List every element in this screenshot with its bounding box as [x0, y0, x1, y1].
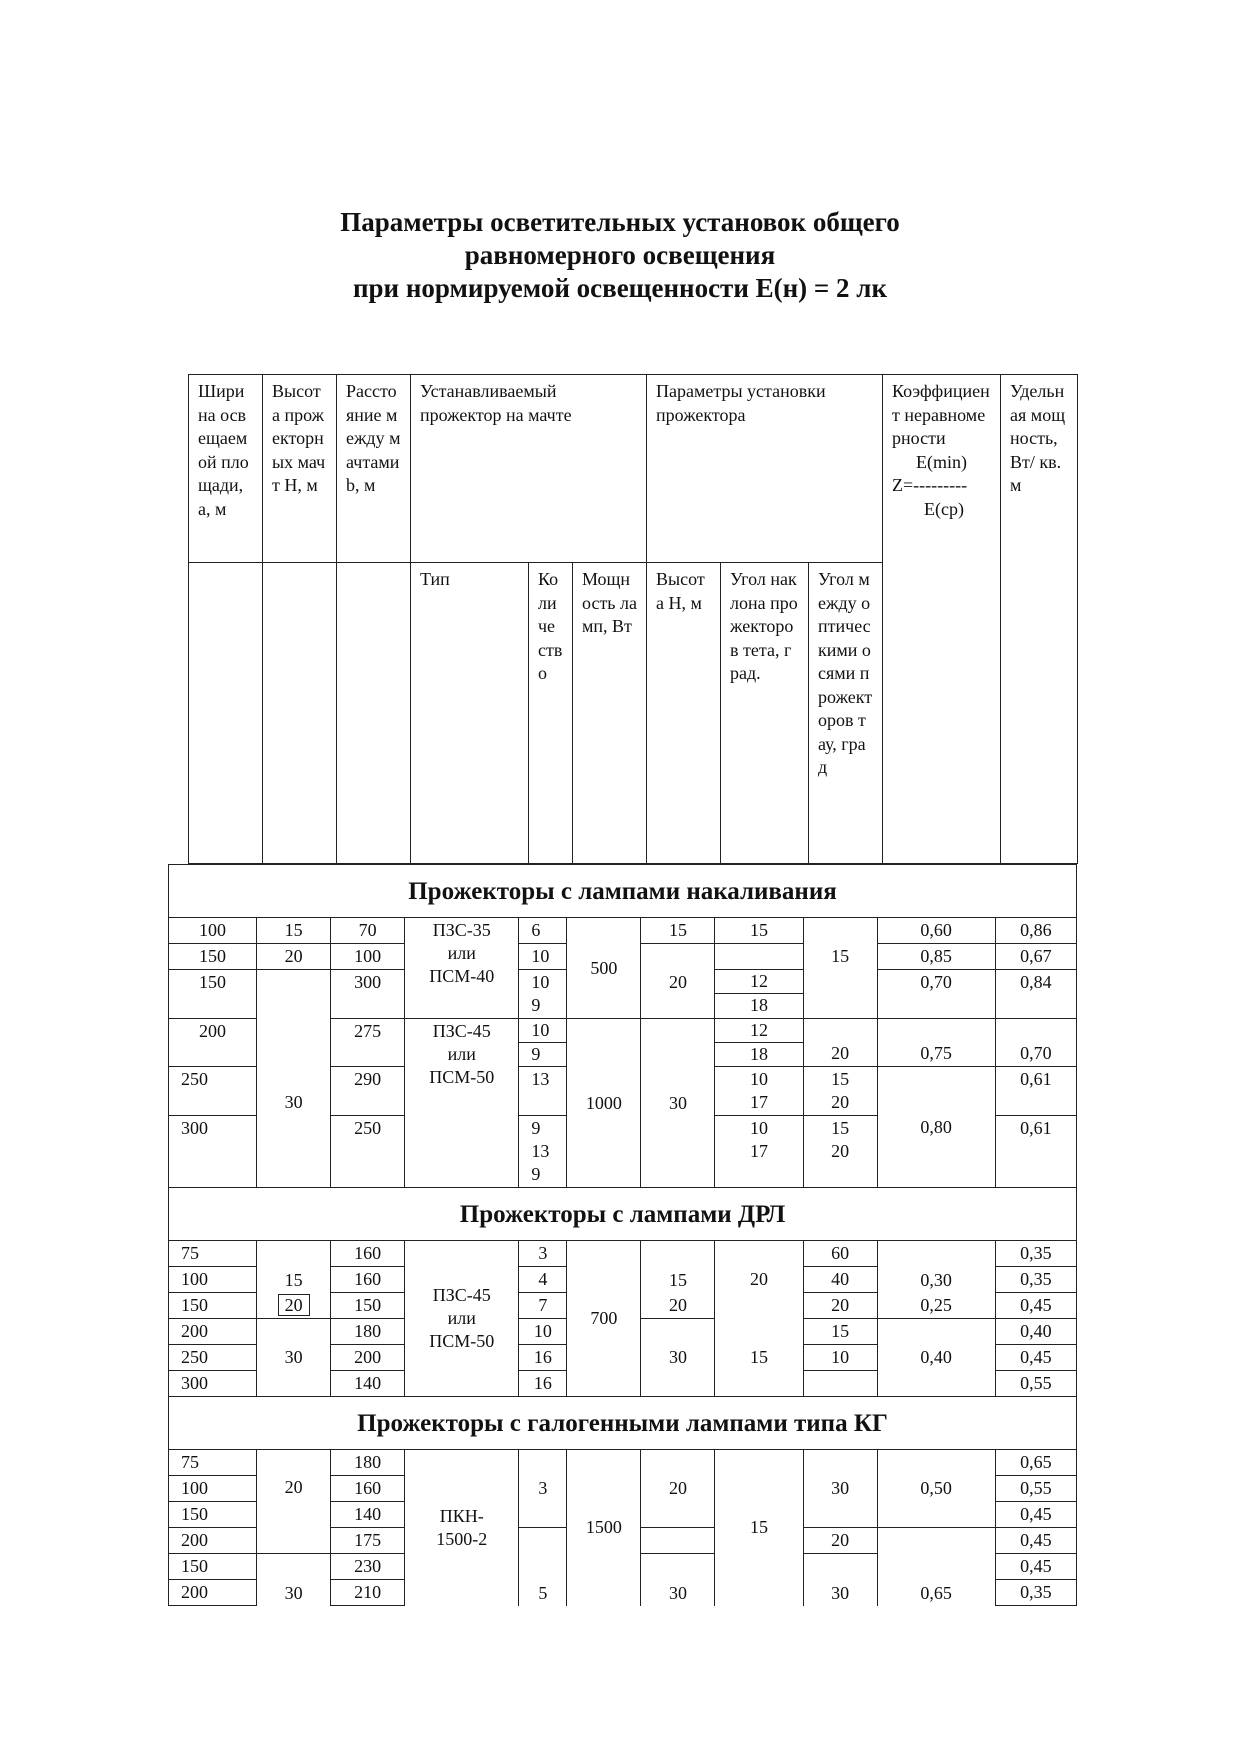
cell-tilt: 15	[715, 1450, 803, 1606]
cell-axis-angle: 15	[803, 1319, 877, 1345]
cell-distance: 250	[331, 1116, 405, 1188]
type-line: ПЗС-45	[432, 1021, 491, 1041]
cell-quantity: 3	[519, 1241, 567, 1267]
cell-width: 200	[169, 1528, 257, 1554]
table-row	[169, 1450, 1077, 1476]
tilt-line: 10	[750, 1118, 769, 1138]
cell-distance: 160	[331, 1476, 405, 1502]
cell-install-height: 30	[641, 1554, 715, 1606]
cell-quantity	[519, 1116, 567, 1188]
cell-width: 100	[169, 918, 257, 944]
tilt-line: 17	[750, 1092, 769, 1112]
qty-line: 10	[531, 972, 550, 992]
tau-line: 15	[831, 1069, 850, 1089]
cell-specific-power: 0,45	[995, 1554, 1076, 1580]
cell-specific-power: 0,61	[995, 1116, 1076, 1188]
cell-coef: 0,85	[877, 944, 995, 970]
header-quantity: Количество	[529, 563, 573, 864]
cell-distance: 70	[331, 918, 405, 944]
header-mast-height: Высота прожекторных мачт Н, м	[263, 375, 337, 563]
qty-line: 9	[531, 1118, 541, 1138]
cell-distance: 160	[331, 1267, 405, 1293]
cell-specific-power: 0,65	[995, 1450, 1076, 1476]
cell-distance: 200	[331, 1345, 405, 1371]
header-distance: Расстояние между мачтами b, м	[337, 375, 411, 563]
cell-coef: 0,70	[877, 970, 995, 1019]
cell-tilt: 20	[715, 1241, 803, 1319]
cell-tilt	[715, 1019, 803, 1067]
cell-specific-power: 0,45	[995, 1528, 1076, 1554]
tau-line: 20	[831, 1092, 850, 1112]
cell-axis-angle: 15	[803, 944, 877, 970]
table-row	[169, 918, 1077, 944]
section-incandescent: Прожекторы с лампами накаливания	[169, 865, 1077, 918]
title-line-2: равномерного освещения	[464, 240, 776, 270]
cell-specific-power: 0,40	[995, 1319, 1076, 1345]
cell-mast-height: 20	[257, 944, 331, 970]
coef-denominator: E(ср)	[924, 498, 965, 519]
qty-line: 9	[531, 995, 541, 1015]
cell-mast-height: 20	[257, 1450, 331, 1554]
qty-line: 9	[531, 1164, 541, 1184]
cell-distance: 150	[331, 1293, 405, 1319]
tilt-line: 18	[750, 1044, 769, 1064]
cell-install-height: 30	[641, 1319, 715, 1397]
tilt-line: 17	[750, 1141, 769, 1161]
cell-specific-power: 0,67	[995, 944, 1076, 970]
header-projector-group: Устанавливаемый прожектор на мачте	[411, 375, 647, 563]
cell-quantity: 10	[519, 1319, 567, 1345]
cell-lamp-power: 1500	[567, 1450, 641, 1606]
cell-axis-angle: 20	[803, 1293, 877, 1319]
cell-mast-height	[257, 970, 331, 1019]
cell-distance: 210	[331, 1580, 405, 1606]
cell-coef: 0,30	[877, 1241, 995, 1293]
document-title	[0, 206, 1240, 305]
cell-distance: 140	[331, 1502, 405, 1528]
cell-width: 150	[169, 970, 257, 1019]
cell-quantity: 16	[519, 1371, 567, 1397]
cell-specific-power: 0,35	[995, 1241, 1076, 1267]
boxed-value: 20	[278, 1294, 310, 1316]
cell-install-height: 15	[641, 1241, 715, 1293]
cell-quantity: 10	[519, 944, 567, 970]
cell-quantity: 16	[519, 1345, 567, 1371]
cell-distance: 175	[331, 1528, 405, 1554]
cell-mast-height: 15	[257, 1241, 331, 1293]
title-line-3: при нормируемой освещенности Е(н) = 2 лк	[352, 273, 888, 303]
cell-quantity: 6	[519, 918, 567, 944]
cell-width: 100	[169, 1476, 257, 1502]
cell-axis-angle: 40	[803, 1267, 877, 1293]
coef-numerator: E(min)	[916, 451, 968, 472]
header-blank-3	[337, 563, 411, 864]
cell-quantity	[519, 970, 567, 1019]
cell-width: 250	[169, 1067, 257, 1116]
cell-width: 150	[169, 1554, 257, 1580]
header-tilt-angle: Угол наклона прожекторов тета, град.	[721, 563, 809, 864]
header-coefficient	[883, 375, 1001, 864]
cell-quantity: 4	[519, 1267, 567, 1293]
cell-install-height: 20	[641, 1293, 715, 1319]
type-line: ПСМ-50	[429, 1067, 495, 1087]
header-axis-angle: Угол между оптическими осями прожекторов тау, град	[809, 563, 883, 864]
cell-type	[405, 918, 519, 1019]
cell-width: 150	[169, 944, 257, 970]
cell-distance: 300	[331, 970, 405, 1019]
header-blank-1	[189, 563, 263, 864]
cell-axis-angle: 20	[803, 1528, 877, 1554]
cell-install-height	[641, 944, 715, 970]
cell-tilt	[715, 970, 803, 1019]
cell-install-height: 20	[641, 1450, 715, 1528]
cell-tilt: 15	[715, 1319, 803, 1397]
tau-line: 20	[831, 1141, 850, 1161]
cell-specific-power: 0,61	[995, 1067, 1076, 1116]
cell-width: 75	[169, 1241, 257, 1267]
header-blank-2	[263, 563, 337, 864]
cell-specific-power: 0,35	[995, 1267, 1076, 1293]
type-line: ПСМ-40	[429, 966, 495, 986]
cell-quantity	[519, 1019, 567, 1067]
cell-width: 100	[169, 1267, 257, 1293]
table-row	[169, 1241, 1077, 1267]
cell-coef: 0,60	[877, 918, 995, 944]
cell-type	[405, 1019, 519, 1188]
cell-coef: 0,80	[877, 1067, 995, 1188]
cell-axis-angle: 30	[803, 1450, 877, 1528]
cell-mast-height: 15	[257, 918, 331, 944]
cell-distance: 100	[331, 944, 405, 970]
cell-axis-angle: 60	[803, 1241, 877, 1267]
cell-width: 150	[169, 1502, 257, 1528]
coef-title: Коэффициент неравномерности	[892, 381, 990, 448]
type-line: ПКН-	[439, 1505, 484, 1526]
cell-distance: 230	[331, 1554, 405, 1580]
cell-distance: 275	[331, 1019, 405, 1067]
cell-lamp-power: 1000	[567, 1019, 641, 1188]
cell-axis-angle: 20	[803, 1019, 877, 1067]
cell-coef: 0,65	[877, 1528, 995, 1606]
type-line: 1500-2	[436, 1528, 488, 1549]
cell-quantity: 7	[519, 1293, 567, 1319]
cell-distance: 180	[331, 1319, 405, 1345]
cell-type	[405, 1450, 519, 1606]
cell-axis-angle	[803, 970, 877, 1019]
cell-axis-angle	[803, 918, 877, 944]
cell-quantity: 5	[519, 1528, 567, 1606]
cell-axis-angle: 10	[803, 1345, 877, 1371]
cell-install-height: 20	[641, 970, 715, 1019]
type-line: или	[447, 943, 476, 963]
cell-specific-power: 0,45	[995, 1293, 1076, 1319]
tau-line: 15	[831, 1118, 850, 1138]
cell-type	[405, 1241, 519, 1397]
cell-specific-power: 0,45	[995, 1345, 1076, 1371]
cell-mast-height: 30	[257, 1319, 331, 1397]
cell-width: 75	[169, 1450, 257, 1476]
tilt-line: 12	[715, 1019, 802, 1043]
cell-install-height: 15	[641, 918, 715, 944]
coef-equation: Z=---------	[892, 475, 968, 495]
cell-install-height: 30	[641, 1019, 715, 1188]
cell-specific-power: 0,55	[995, 1371, 1076, 1397]
tilt-line: 10	[750, 1069, 769, 1089]
cell-tilt	[715, 944, 803, 970]
title-line-1: Параметры осветительных установок общего	[340, 207, 900, 237]
cell-install-height	[641, 1528, 715, 1554]
cell-width: 200	[169, 1319, 257, 1345]
cell-specific-power: 0,84	[995, 970, 1076, 1019]
cell-width: 250	[169, 1345, 257, 1371]
cell-distance: 140	[331, 1371, 405, 1397]
section-halogen: Прожекторы с галогенными лампами типа КГ	[169, 1397, 1077, 1450]
type-line: или	[447, 1308, 476, 1328]
tilt-line: 18	[750, 995, 769, 1015]
cell-width: 300	[169, 1116, 257, 1188]
section-drl: Прожекторы с лампами ДРЛ	[169, 1188, 1077, 1241]
cell-quantity: 3	[519, 1450, 567, 1528]
cell-axis-angle	[803, 1116, 877, 1188]
cell-specific-power: 0,86	[995, 918, 1076, 944]
qty-line: 13	[531, 1141, 550, 1161]
cell-distance: 160	[331, 1241, 405, 1267]
type-line: ПСМ-50	[429, 1331, 495, 1351]
qty-line: 10	[519, 1019, 566, 1043]
header-install-height: Высота Н, м	[647, 563, 721, 864]
cell-width: 150	[169, 1293, 257, 1319]
cell-tilt	[715, 1067, 803, 1116]
cell-specific-power: 0,35	[995, 1580, 1076, 1606]
header-type: Тип	[411, 563, 529, 864]
cell-width: 300	[169, 1371, 257, 1397]
type-line: ПЗС-35	[432, 920, 491, 940]
header-specific-power: Удельная мощность, Вт/ кв. м	[1001, 375, 1078, 864]
cell-axis-angle	[803, 1371, 877, 1397]
cell-tilt: 15	[715, 918, 803, 944]
header-params-group: Параметры установки прожектора	[647, 375, 883, 563]
cell-specific-power: 0,55	[995, 1476, 1076, 1502]
cell-tilt	[715, 1116, 803, 1188]
header-width: Ширина освещаемой площади, а, м	[189, 375, 263, 563]
tilt-line: 12	[715, 970, 802, 994]
cell-coef: 0,40	[877, 1319, 995, 1397]
cell-axis-angle	[803, 1067, 877, 1116]
cell-specific-power: 0,70	[995, 1019, 1076, 1067]
cell-width: 200	[169, 1019, 257, 1067]
header-lamp-power: Мощность ламп, Вт	[573, 563, 647, 864]
cell-mast-height: 30	[257, 1554, 331, 1606]
cell-specific-power: 0,45	[995, 1502, 1076, 1528]
type-line: или	[447, 1044, 476, 1064]
cell-axis-angle: 30	[803, 1554, 877, 1606]
cell-distance: 180	[331, 1450, 405, 1476]
cell-coef: 0,75	[877, 1019, 995, 1067]
cell-mast-height: 30	[257, 1019, 331, 1188]
cell-quantity: 13	[519, 1067, 567, 1116]
data-table	[168, 864, 1077, 1606]
cell-distance: 290	[331, 1067, 405, 1116]
cell-coef: 0,50	[877, 1450, 995, 1528]
type-line: ПЗС-45	[432, 1285, 491, 1305]
cell-mast-height	[257, 1293, 331, 1319]
table-row	[169, 1019, 1077, 1067]
cell-lamp-power: 500	[567, 918, 641, 1019]
header-table	[188, 374, 1078, 864]
cell-lamp-power: 700	[567, 1241, 641, 1397]
qty-line: 9	[531, 1044, 541, 1064]
cell-coef: 0,25	[877, 1293, 995, 1319]
cell-width: 200	[169, 1580, 257, 1606]
